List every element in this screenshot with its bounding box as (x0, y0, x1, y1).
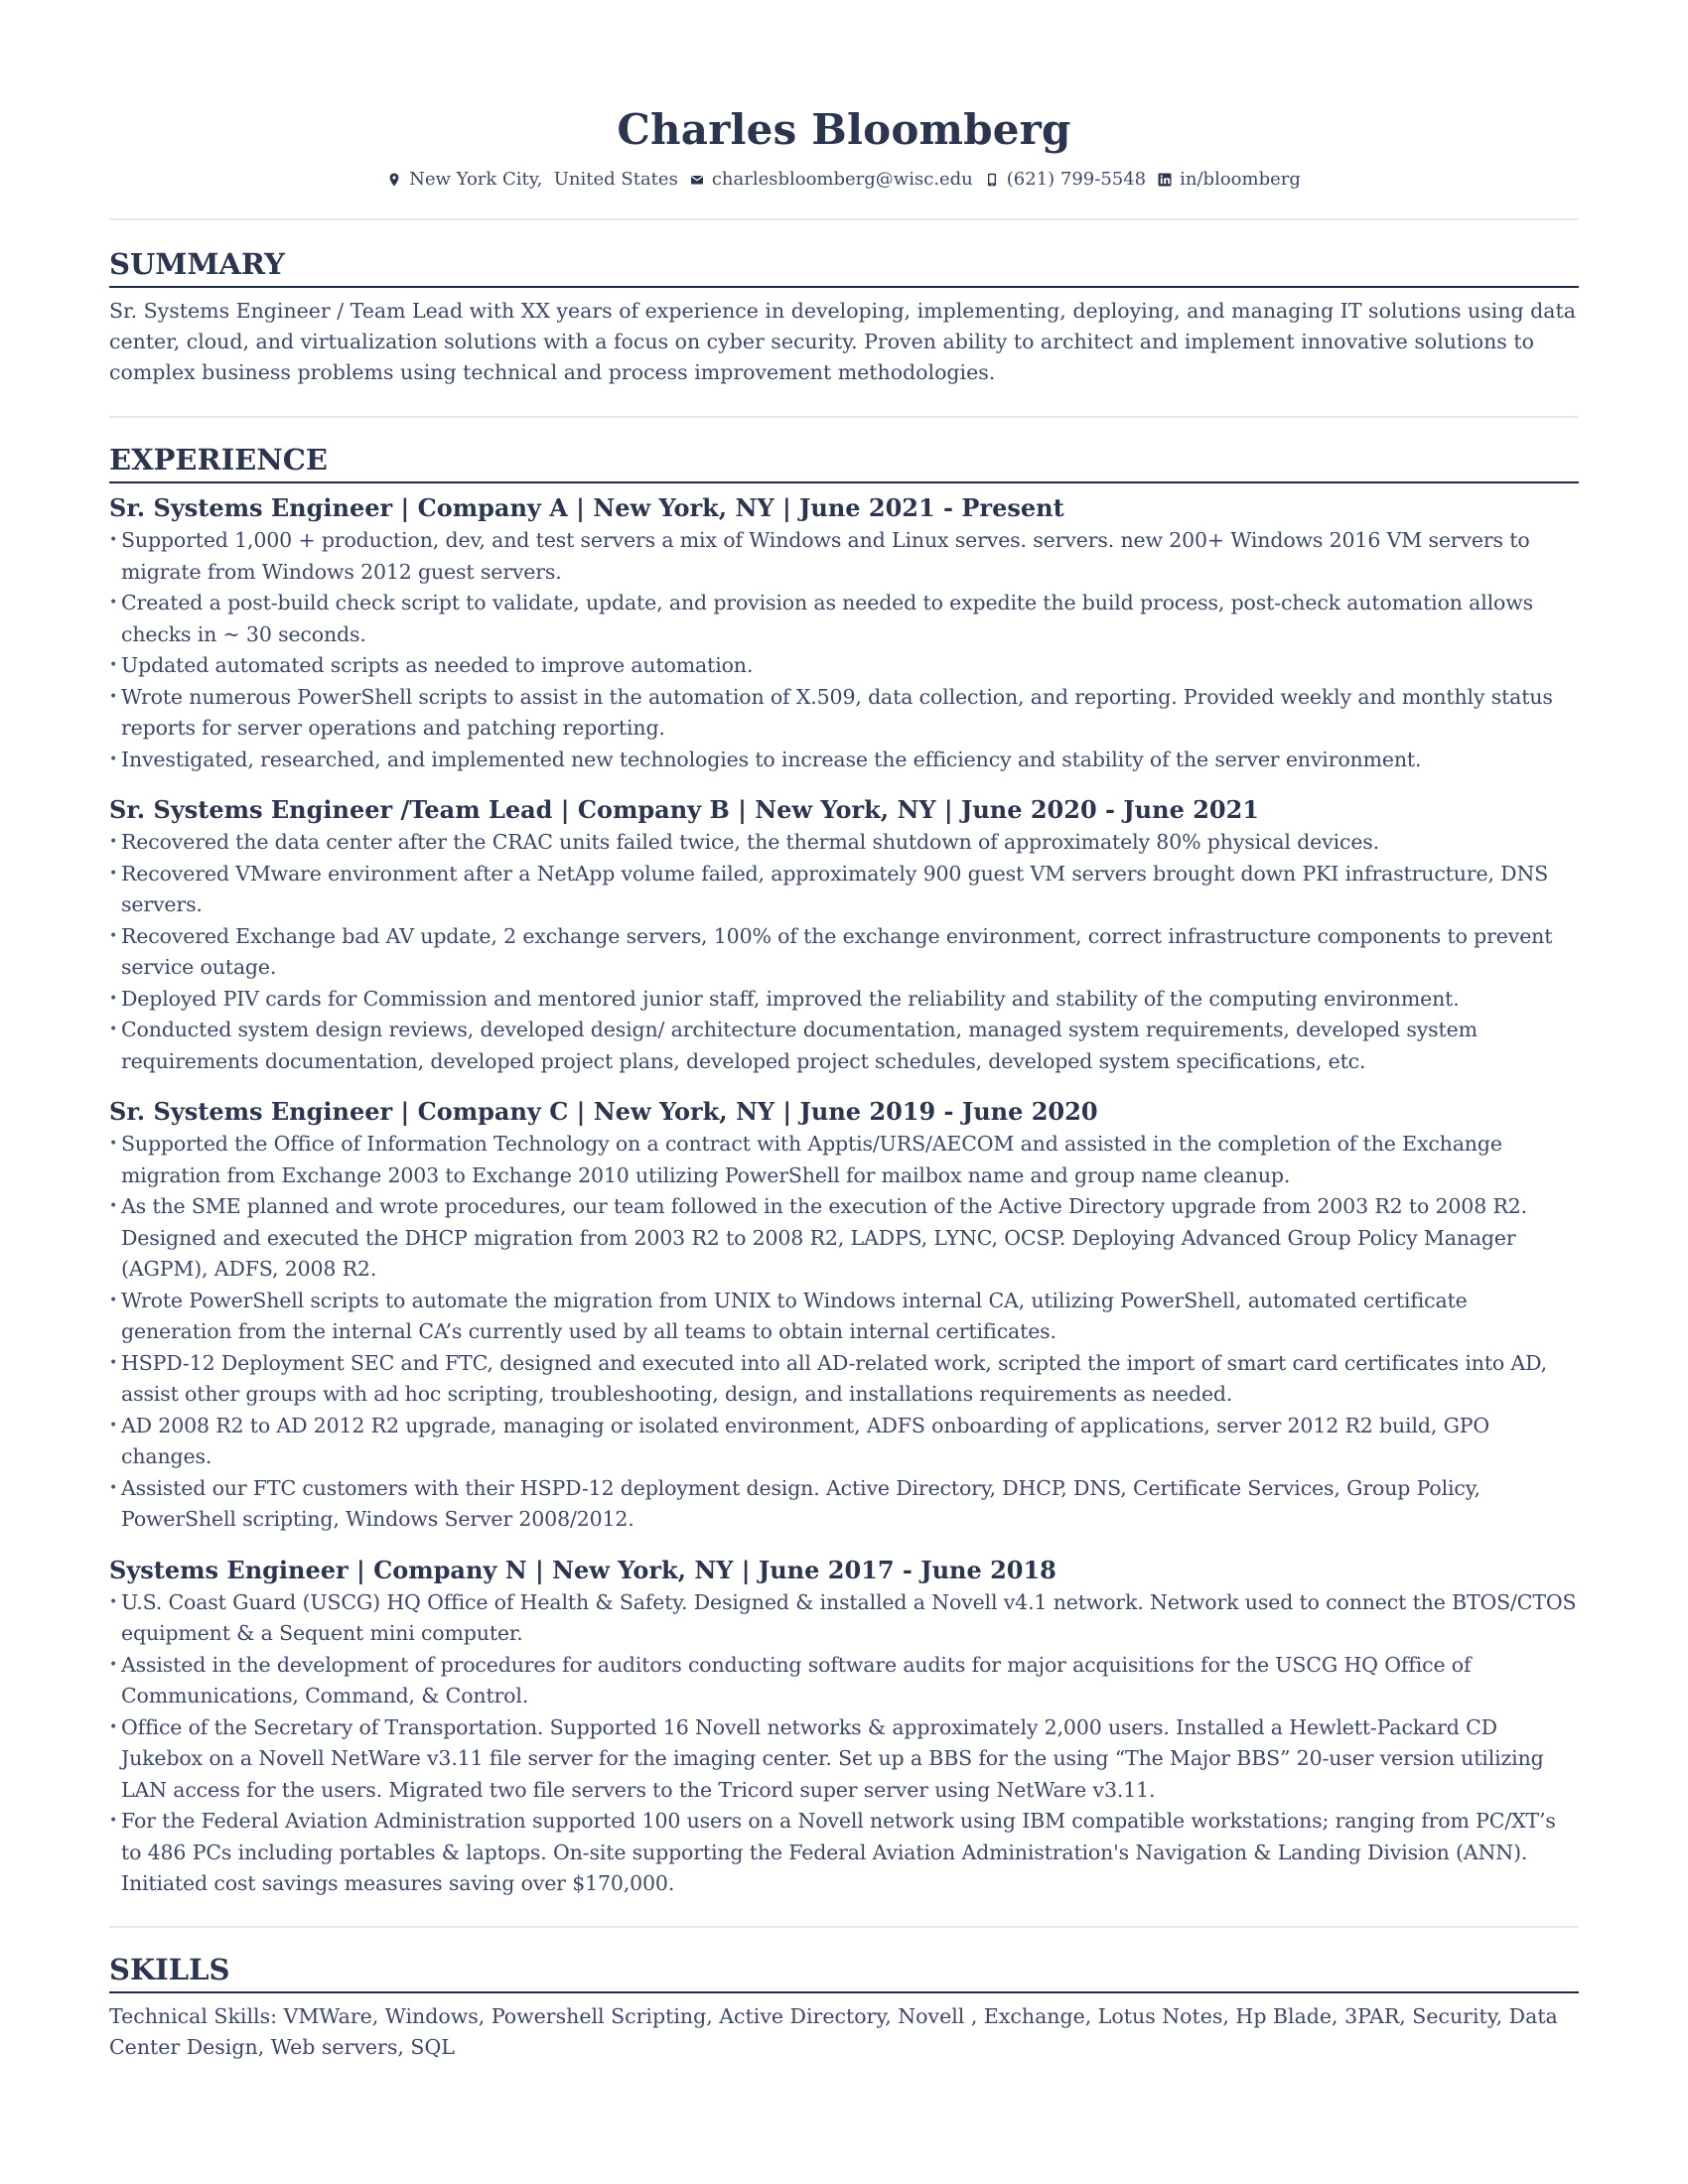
summary-section (109, 244, 1579, 388)
list-item: • AD 2008 R2 to AD 2012 R2 upgrade, managing or isolated environment, ADFS onboarding of applications, server 2012 R2 build, GPO changes. (109, 1411, 1579, 1473)
list-item: • HSPD-12 Deployment SEC and FTC, designed and executed into all AD-related work, scripted the import of smart card certificates into AD, assist other groups with ad hoc scripting, troubleshooting, design, and installations requirements as needed. (109, 1348, 1579, 1411)
job-entry (109, 1095, 1579, 1536)
job-heading: Systems Engineer | Company N | New York, NY | June 2017 - June 2018 (109, 1555, 1056, 1584)
job-entry (109, 491, 1579, 775)
map-pin-icon (387, 173, 401, 187)
candidate-name: Charles Bloomberg (617, 105, 1071, 154)
job-heading: Sr. Systems Engineer | Company C | New York, NY | June 2019 - June 2020 (109, 1097, 1098, 1126)
mobile-phone-icon (985, 173, 999, 187)
list-item: • As the SME planned and wrote procedures, our team followed in the execution of the Active Directory upgrade from 2003 R2 to 2008 R2. Designed and executed the DHCP migration from 2003 R2 to 2008 R2, LADPS, LYNC, OCSP. Deploying Advanced Group Policy Manager (AGPM), ADFS, 2008 R2. (109, 1191, 1579, 1286)
list-item: • Wrote numerous PowerShell scripts to assist in the automation of X.509, data collection, and reporting. Provided weekly and monthly status reports for server operations and patching reporting. (109, 682, 1579, 745)
list-item: • Supported 1,000 + production, dev, and test servers a mix of Windows and Linux serves. servers. new 200+ Windows 2016 VM servers to migrate from Windows 2012 guest servers. (109, 525, 1579, 588)
contact-location (387, 167, 678, 193)
list-item: • U.S. Coast Guard (USCG) HQ Office of Health & Safety. Designed & installed a Novell v4.1 network. Network used to connect the BTOS/CTOS equipment & a Sequent mini computer. (109, 1587, 1579, 1650)
skills-section (109, 1950, 1579, 2063)
list-item: • Investigated, researched, and implemented new technologies to increase the efficiency and stability of the server environment. (109, 745, 1579, 776)
list-item: • For the Federal Aviation Administration supported 100 users on a Novell network using IBM compatible workstations; ranging from PC/XT’s to 486 PCs including portables & laptops. On-site supporting the Federal Aviation Administration's Navigation & Landing Division (ANN). Initiated cost savings measures saving over $170,000. (109, 1806, 1579, 1900)
job-heading: Sr. Systems Engineer /Team Lead | Company B | New York, NY | June 2020 - June 2021 (109, 795, 1259, 824)
experience-section (109, 440, 1579, 1900)
phone-text: (621) 799-5548 (1006, 169, 1147, 190)
list-item: • Recovered VMware environment after a NetApp volume failed, approximately 900 guest VM servers brought down PKI infrastructure, DNS servers. (109, 859, 1579, 921)
email-link[interactable]: charlesbloomberg@wisc.edu (711, 169, 973, 190)
experience-heading: EXPERIENCE (109, 440, 1579, 483)
list-item: • Updated automated scripts as needed to improve automation. (109, 650, 1579, 682)
list-item: • Deployed PIV cards for Commission and mentored junior staff, improved the reliability and stability of the computing environment. (109, 984, 1579, 1016)
skills-text: Technical Skills: VMWare, Windows, Powershell Scripting, Active Directory, Novell , Exchange, Lotus Notes, Hp Blade, 3PAR, Security, Data Center Design, Web servers, SQL (109, 2003, 1558, 2059)
list-item: • Supported the Office of Information Technology on a contract with Apptis/URS/AECOM and assisted in the completion of the Exchange migration from Exchange 2003 to Exchange 2010 utilizing PowerShell for mailbox name and group name cleanup. (109, 1129, 1579, 1191)
linkedin-icon (1158, 173, 1172, 187)
summary-divider (109, 416, 1579, 418)
contact-linkedin[interactable] (1158, 167, 1301, 193)
job-bullets (109, 1129, 1579, 1536)
summary-text: Sr. Systems Engineer / Team Lead with XX years of experience in developing, implementing, deploying, and managing IT solutions using data center, cloud, and virtualization solutions with a focus on cyber security. Proven ability to architect and implement innovative solutions to complex business problems using technical and process improvement methodologies. (109, 299, 1576, 384)
job-bullets (109, 525, 1579, 775)
header-divider (109, 218, 1579, 220)
list-item: • Wrote PowerShell scripts to automate the migration from UNIX to Windows internal CA, utilizing PowerShell, automated certificate generation from the internal CA’s currently used by all teams to obtain internal certificates. (109, 1286, 1579, 1348)
list-item: • Recovered Exchange bad AV update, 2 exchange servers, 100% of the exchange environment, correct infrastructure components to prevent service outage. (109, 921, 1579, 984)
location-text: New York City, United States (409, 169, 678, 190)
job-heading: Sr. Systems Engineer | Company A | New York, NY | June 2021 - Present (109, 493, 1064, 522)
linkedin-link[interactable]: in/bloomberg (1180, 169, 1301, 190)
list-item: • Recovered the data center after the CRAC units failed twice, the thermal shutdown of approximately 80% physical devices. (109, 827, 1579, 859)
job-bullets (109, 827, 1579, 1077)
contact-bar (109, 167, 1579, 193)
list-item: • Assisted in the development of procedures for auditors conducting software audits for major acquisitions for the USCG HQ Office of Communications, Command, & Control. (109, 1650, 1579, 1712)
skills-heading: SKILLS (109, 1950, 1579, 1993)
contact-phone (985, 167, 1146, 193)
list-item: • Office of the Secretary of Transportation. Supported 16 Novell networks & approximately 2,000 users. Installed a Hewlett-Packard CD Jukebox on a Novell NetWare v3.11 file server for the imaging center. Set up a BBS for the using “The Major BBS” 20-user version utilizing LAN access for the users. Migrated two file servers to the Tricord super server using NetWare v3.11. (109, 1712, 1579, 1807)
resume-page (109, 99, 1579, 2063)
job-entry (109, 793, 1579, 1077)
job-bullets (109, 1587, 1579, 1900)
experience-divider (109, 1926, 1579, 1928)
envelope-icon (690, 173, 704, 187)
contact-email[interactable] (690, 167, 973, 193)
list-item: • Conducted system design reviews, developed design/ architecture documentation, managed system requirements, developed system requirements documentation, developed project plans, developed project schedules, developed system specifications, etc. (109, 1015, 1579, 1077)
summary-heading: SUMMARY (109, 244, 1579, 288)
list-item: • Assisted our FTC customers with their HSPD-12 deployment design. Active Directory, DHCP, DNS, Certificate Services, Group Policy, PowerShell scripting, Windows Server 2008/2012. (109, 1473, 1579, 1536)
list-item: • Created a post-build check script to validate, update, and provision as needed to expedite the build process, post-check automation allows checks in ~ 30 seconds. (109, 588, 1579, 650)
job-entry (109, 1554, 1579, 1900)
